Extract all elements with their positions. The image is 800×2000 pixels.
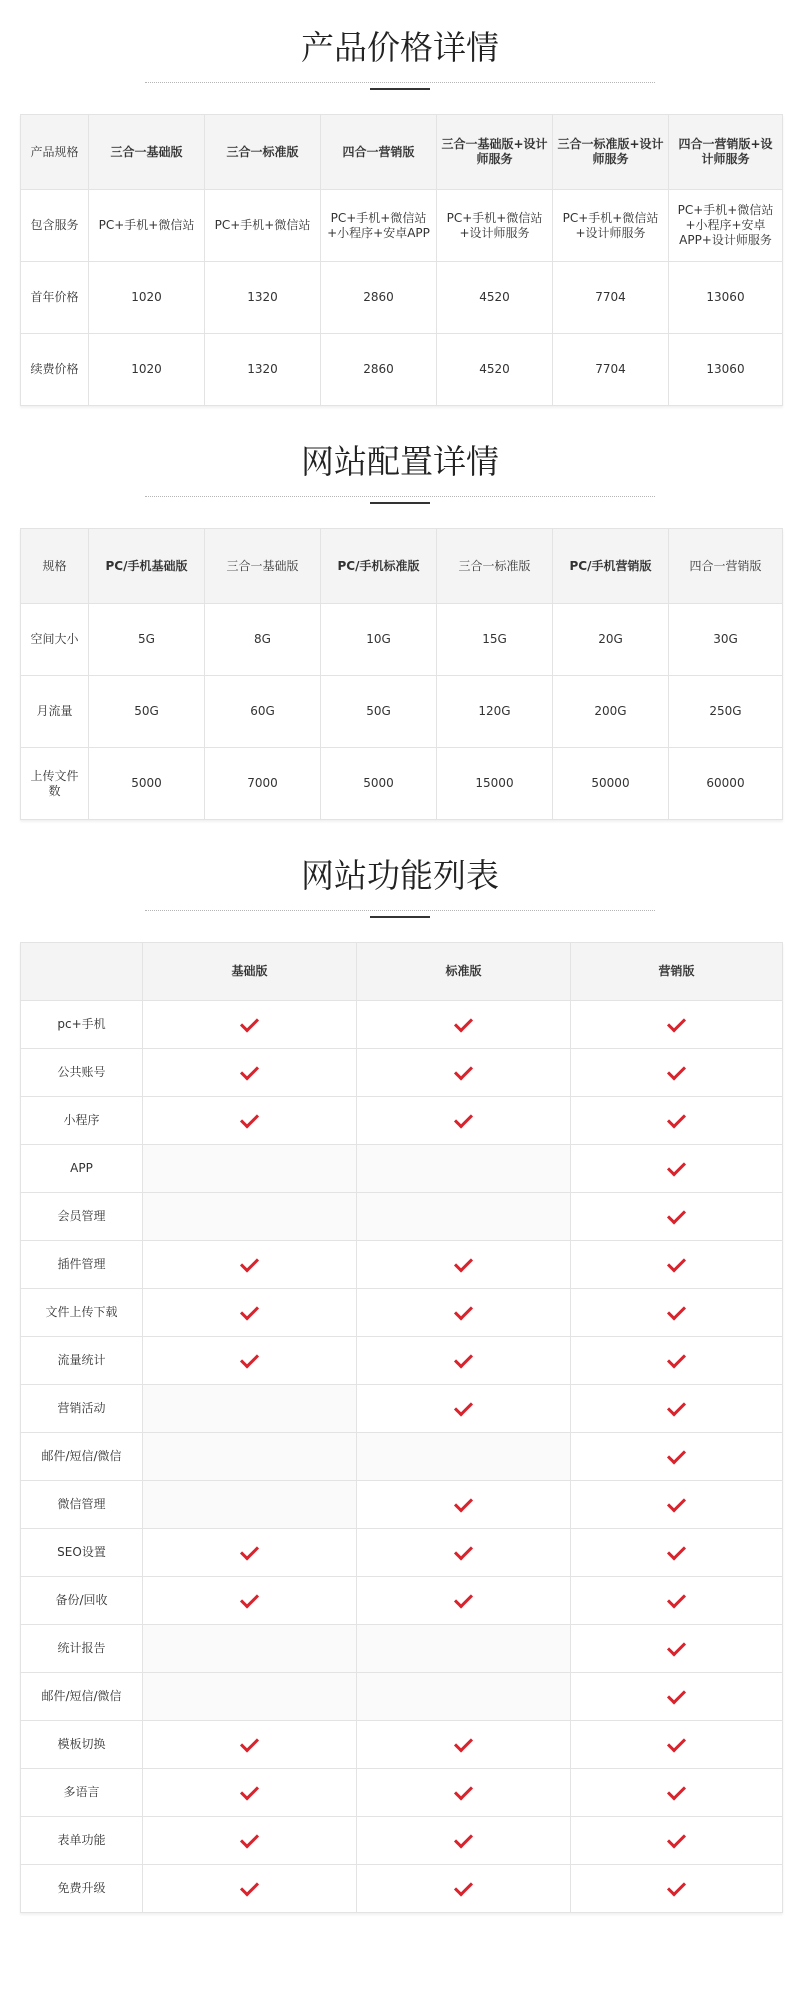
feature-name: 模板切换 xyxy=(21,1721,143,1769)
config-cell: 20G xyxy=(553,604,669,676)
price-header-cell: 四合一营销版 xyxy=(321,115,437,190)
table-row xyxy=(21,1433,783,1481)
feature-cell-included xyxy=(357,1385,571,1433)
check-icon xyxy=(667,1013,686,1032)
check-icon xyxy=(240,1109,259,1128)
feature-name: 文件上传下载 xyxy=(21,1289,143,1337)
config-cell: 50G xyxy=(321,676,437,748)
check-icon xyxy=(454,1781,473,1800)
feature-header-cell xyxy=(21,943,143,1001)
feature-cell-included xyxy=(357,1097,571,1145)
feature-header-marketing: 营销版 xyxy=(571,943,783,1001)
config-cell: 5000 xyxy=(321,748,437,820)
feature-cell-included xyxy=(357,1049,571,1097)
feature-cell-empty xyxy=(143,1193,357,1241)
table-row xyxy=(21,1001,783,1049)
price-cell: PC+手机+微信站+设计师服务 xyxy=(553,190,669,262)
price-cell: 1320 xyxy=(205,262,321,334)
check-icon xyxy=(667,1061,686,1080)
feature-cell-included xyxy=(571,1529,783,1577)
feature-cell-included xyxy=(143,1097,357,1145)
feature-cell-included xyxy=(357,1001,571,1049)
check-icon xyxy=(667,1829,686,1848)
price-cell: 2860 xyxy=(321,262,437,334)
check-icon xyxy=(454,1301,473,1320)
table-row xyxy=(21,1529,783,1577)
feature-cell-included xyxy=(357,1817,571,1865)
check-icon xyxy=(667,1157,686,1176)
feature-cell-included xyxy=(357,1529,571,1577)
price-cell: 7704 xyxy=(553,262,669,334)
feature-name: APP xyxy=(21,1145,143,1193)
feature-cell-included xyxy=(357,1769,571,1817)
config-cell: 60G xyxy=(205,676,321,748)
price-row-label: 包含服务 xyxy=(21,190,89,262)
feature-cell-included xyxy=(571,1049,783,1097)
feature-name: 流量统计 xyxy=(21,1337,143,1385)
feature-name: 会员管理 xyxy=(21,1193,143,1241)
feature-cell-included xyxy=(357,1241,571,1289)
feature-cell-included xyxy=(571,1625,783,1673)
feature-cell-included xyxy=(143,1049,357,1097)
feature-name: 公共账号 xyxy=(21,1049,143,1097)
price-cell: 4520 xyxy=(437,334,553,406)
feature-cell-empty xyxy=(357,1673,571,1721)
table-row xyxy=(21,1337,783,1385)
check-icon xyxy=(454,1589,473,1608)
feature-cell-included xyxy=(571,1337,783,1385)
check-icon xyxy=(240,1301,259,1320)
table-row xyxy=(21,604,783,676)
check-icon xyxy=(454,1733,473,1752)
check-icon xyxy=(454,1541,473,1560)
feature-cell-included xyxy=(571,1385,783,1433)
feature-cell-included xyxy=(143,1337,357,1385)
check-icon xyxy=(454,1061,473,1080)
price-cell: 1020 xyxy=(89,262,205,334)
feature-cell-included xyxy=(571,1289,783,1337)
check-icon xyxy=(667,1589,686,1608)
check-icon xyxy=(667,1397,686,1416)
price-cell: 4520 xyxy=(437,262,553,334)
feature-name: 微信管理 xyxy=(21,1481,143,1529)
check-icon xyxy=(240,1541,259,1560)
check-icon xyxy=(667,1541,686,1560)
feature-name: SEO设置 xyxy=(21,1529,143,1577)
config-cell: 50000 xyxy=(553,748,669,820)
check-icon xyxy=(240,1253,259,1272)
check-icon xyxy=(667,1253,686,1272)
feature-cell-included xyxy=(571,1817,783,1865)
feature-cell-included xyxy=(143,1001,357,1049)
feature-name: 营销活动 xyxy=(21,1385,143,1433)
config-row-label: 上传文件数 xyxy=(21,748,89,820)
feature-cell-included xyxy=(571,1721,783,1769)
feature-cell-included xyxy=(143,1769,357,1817)
table-row xyxy=(21,334,783,406)
table-row xyxy=(21,676,783,748)
table-row xyxy=(21,1049,783,1097)
check-icon xyxy=(240,1829,259,1848)
check-icon xyxy=(240,1013,259,1032)
check-icon xyxy=(667,1109,686,1128)
table-row xyxy=(21,1721,783,1769)
feature-cell-included xyxy=(357,1289,571,1337)
table-row xyxy=(21,1385,783,1433)
config-cell: 15000 xyxy=(437,748,553,820)
feature-cell-included xyxy=(571,1577,783,1625)
feature-cell-included xyxy=(571,1433,783,1481)
check-icon xyxy=(240,1349,259,1368)
config-cell: 200G xyxy=(553,676,669,748)
feature-cell-included xyxy=(357,1865,571,1913)
feature-name: 插件管理 xyxy=(21,1241,143,1289)
check-icon xyxy=(240,1589,259,1608)
config-header-cell: PC/手机标准版 xyxy=(321,529,437,604)
check-icon xyxy=(240,1733,259,1752)
feature-cell-included xyxy=(143,1529,357,1577)
table-row xyxy=(21,1625,783,1673)
feature-cell-empty xyxy=(143,1673,357,1721)
feature-cell-included xyxy=(143,1721,357,1769)
price-header-cell: 三合一基础版 xyxy=(89,115,205,190)
price-cell: PC+手机+微信站+小程序+安卓APP xyxy=(321,190,437,262)
check-icon xyxy=(454,1493,473,1512)
table-row xyxy=(21,1193,783,1241)
config-cell: 5000 xyxy=(89,748,205,820)
table-row xyxy=(21,262,783,334)
check-icon xyxy=(454,1349,473,1368)
config-section-title: 网站配置详情 xyxy=(301,442,499,481)
feature-cell-included xyxy=(357,1577,571,1625)
check-icon xyxy=(667,1637,686,1656)
config-cell: 8G xyxy=(205,604,321,676)
feature-cell-empty xyxy=(143,1433,357,1481)
feature-cell-empty xyxy=(143,1625,357,1673)
features-section-title: 网站功能列表 xyxy=(301,856,499,895)
config-cell: 30G xyxy=(669,604,783,676)
feature-cell-empty xyxy=(357,1433,571,1481)
table-row xyxy=(21,1817,783,1865)
config-row-label: 月流量 xyxy=(21,676,89,748)
feature-cell-included xyxy=(143,1817,357,1865)
feature-table xyxy=(20,942,783,1913)
price-cell: 7704 xyxy=(553,334,669,406)
price-header-cell: 三合一基础版+设计师服务 xyxy=(437,115,553,190)
config-cell: 10G xyxy=(321,604,437,676)
price-row-label: 首年价格 xyxy=(21,262,89,334)
feature-cell-empty xyxy=(357,1625,571,1673)
table-row xyxy=(21,748,783,820)
config-row-label: 空间大小 xyxy=(21,604,89,676)
feature-cell-included xyxy=(571,1769,783,1817)
feature-name: 邮件/短信/微信 xyxy=(21,1433,143,1481)
feature-name: 免费升级 xyxy=(21,1865,143,1913)
price-cell: 13060 xyxy=(669,334,783,406)
feature-cell-included xyxy=(571,1481,783,1529)
config-cell: 120G xyxy=(437,676,553,748)
config-cell: 15G xyxy=(437,604,553,676)
check-icon xyxy=(454,1109,473,1128)
feature-cell-included xyxy=(571,1673,783,1721)
feature-cell-empty xyxy=(143,1145,357,1193)
check-icon xyxy=(667,1781,686,1800)
feature-cell-included xyxy=(571,1865,783,1913)
feature-name: 表单功能 xyxy=(21,1817,143,1865)
check-icon xyxy=(667,1733,686,1752)
check-icon xyxy=(667,1493,686,1512)
config-header-cell: 规格 xyxy=(21,529,89,604)
feature-name: 邮件/短信/微信 xyxy=(21,1673,143,1721)
price-cell: 2860 xyxy=(321,334,437,406)
table-row xyxy=(21,1673,783,1721)
feature-cell-included xyxy=(143,1241,357,1289)
check-icon xyxy=(667,1301,686,1320)
price-cell: PC+手机+微信站+小程序+安卓APP+设计师服务 xyxy=(669,190,783,262)
feature-header-standard: 标准版 xyxy=(357,943,571,1001)
price-header-cell: 三合一标准版+设计师服务 xyxy=(553,115,669,190)
table-row xyxy=(21,1481,783,1529)
price-row-label: 续费价格 xyxy=(21,334,89,406)
price-cell: PC+手机+微信站 xyxy=(205,190,321,262)
feature-cell-included xyxy=(357,1481,571,1529)
price-cell: PC+手机+微信站 xyxy=(89,190,205,262)
feature-name: 多语言 xyxy=(21,1769,143,1817)
feature-name: pc+手机 xyxy=(21,1001,143,1049)
feature-header-row xyxy=(21,943,783,1001)
check-icon xyxy=(667,1205,686,1224)
price-header-row xyxy=(21,115,783,190)
price-cell: 1320 xyxy=(205,334,321,406)
price-header-cell: 四合一营销版+设计师服务 xyxy=(669,115,783,190)
feature-name: 统计报告 xyxy=(21,1625,143,1673)
feature-cell-included xyxy=(571,1001,783,1049)
price-header-cell: 三合一标准版 xyxy=(205,115,321,190)
config-header-cell: 三合一标准版 xyxy=(437,529,553,604)
feature-cell-empty xyxy=(357,1145,571,1193)
table-row xyxy=(21,1865,783,1913)
table-row xyxy=(21,190,783,262)
check-icon xyxy=(240,1781,259,1800)
feature-cell-empty xyxy=(357,1193,571,1241)
check-icon xyxy=(454,1253,473,1272)
check-icon xyxy=(240,1061,259,1080)
feature-cell-included xyxy=(571,1241,783,1289)
check-icon xyxy=(667,1877,686,1896)
table-row xyxy=(21,1769,783,1817)
feature-cell-included xyxy=(571,1097,783,1145)
feature-cell-included xyxy=(143,1577,357,1625)
config-cell: 7000 xyxy=(205,748,321,820)
title-divider xyxy=(145,906,655,918)
price-cell: 13060 xyxy=(669,262,783,334)
check-icon xyxy=(667,1349,686,1368)
config-header-cell: 四合一营销版 xyxy=(669,529,783,604)
price-cell: PC+手机+微信站+设计师服务 xyxy=(437,190,553,262)
check-icon xyxy=(667,1685,686,1704)
title-divider xyxy=(145,78,655,90)
feature-cell-included xyxy=(571,1193,783,1241)
feature-name: 备份/回收 xyxy=(21,1577,143,1625)
price-cell: 1020 xyxy=(89,334,205,406)
feature-cell-included xyxy=(143,1865,357,1913)
config-header-cell: PC/手机营销版 xyxy=(553,529,669,604)
price-section-title: 产品价格详情 xyxy=(301,28,499,67)
check-icon xyxy=(454,1013,473,1032)
title-divider xyxy=(145,492,655,504)
check-icon xyxy=(240,1877,259,1896)
price-table xyxy=(20,114,783,406)
config-table xyxy=(20,528,783,820)
check-icon xyxy=(454,1829,473,1848)
check-icon xyxy=(454,1877,473,1896)
feature-name: 小程序 xyxy=(21,1097,143,1145)
table-row xyxy=(21,1289,783,1337)
check-icon xyxy=(667,1445,686,1464)
feature-cell-included xyxy=(357,1337,571,1385)
price-header-cell: 产品规格 xyxy=(21,115,89,190)
table-row xyxy=(21,1241,783,1289)
config-cell: 60000 xyxy=(669,748,783,820)
config-header-row xyxy=(21,529,783,604)
config-cell: 50G xyxy=(89,676,205,748)
table-row xyxy=(21,1577,783,1625)
feature-cell-included xyxy=(357,1721,571,1769)
check-icon xyxy=(454,1397,473,1416)
feature-cell-included xyxy=(571,1145,783,1193)
table-row xyxy=(21,1097,783,1145)
config-cell: 5G xyxy=(89,604,205,676)
feature-header-basic: 基础版 xyxy=(143,943,357,1001)
config-header-cell: 三合一基础版 xyxy=(205,529,321,604)
config-cell: 250G xyxy=(669,676,783,748)
feature-cell-empty xyxy=(143,1385,357,1433)
feature-cell-empty xyxy=(143,1481,357,1529)
feature-cell-included xyxy=(143,1289,357,1337)
config-header-cell: PC/手机基础版 xyxy=(89,529,205,604)
table-row xyxy=(21,1145,783,1193)
